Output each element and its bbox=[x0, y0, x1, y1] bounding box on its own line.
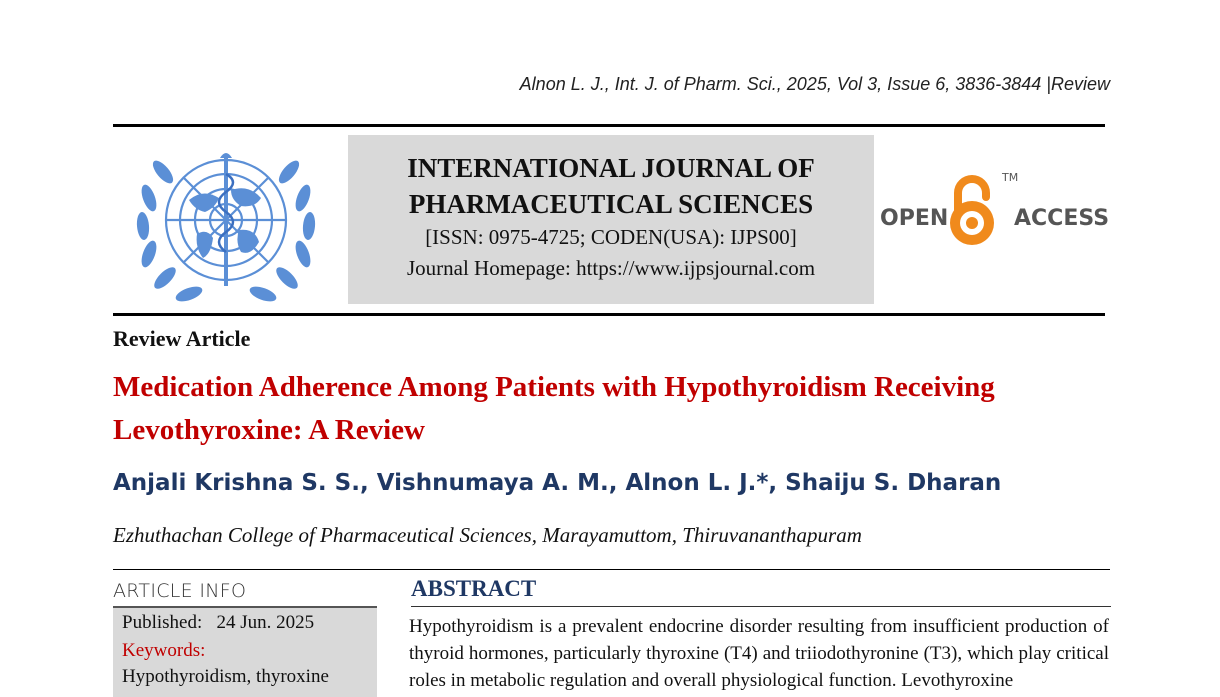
keywords-value: Hypothyroidism, thyroxine bbox=[122, 666, 329, 687]
journal-homepage: Journal Homepage: https://www.ijpsjournal.com bbox=[406, 256, 816, 280]
abstract-rule bbox=[411, 606, 1111, 607]
abstract-text: Hypothyroidism is a prevalent endocrine disorder resulting from insufficient production of thyroid hormones, particularly thyroxine (T4) and triiodothyronine (T3), which play critical roles in metabolic regulation and overall physiological function. Levothyroxine bbox=[409, 616, 1109, 691]
open-lock-icon bbox=[950, 179, 994, 245]
published-label: Published: bbox=[122, 612, 203, 633]
open-access-word-access: ACCESS bbox=[1014, 206, 1110, 231]
section-divider bbox=[113, 569, 1110, 570]
citation-header: Alnon L. J., Int. J. of Pharm. Sci., 2025, Vol 3, Issue 6, 3836-3844 |Review bbox=[519, 74, 1110, 94]
masthead-bottom-rule bbox=[113, 313, 1105, 316]
keywords-label: Keywords: bbox=[122, 640, 206, 661]
journal-masthead bbox=[348, 135, 874, 304]
article-info-box bbox=[113, 606, 377, 697]
journal-emblem-logo bbox=[127, 138, 325, 306]
journal-issn: [ISSN: 0975-4725; CODEN(USA): IJPS00] bbox=[425, 225, 797, 249]
published-date: 24 Jun. 2025 bbox=[216, 612, 315, 633]
article-type-label: Review Article bbox=[113, 326, 251, 351]
trademark-mark: TM bbox=[1002, 171, 1019, 184]
article-affiliation: Ezhuthachan College of Pharmaceutical Sciences, Marayamuttom, Thiruvananthapuram bbox=[113, 523, 862, 547]
article-title: Medication Adherence Among Patients with Hypothyroidism Receiving Levothyroxine: A Review bbox=[113, 371, 995, 446]
abstract-heading: ABSTRACT bbox=[411, 576, 537, 601]
journal-title-line1: INTERNATIONAL JOURNAL OF bbox=[407, 153, 815, 183]
open-access-logo bbox=[878, 165, 1110, 255]
article-authors: Anjali Krishna S. S., Vishnumaya A. M., Alnon L. J.*, Shaiju S. Dharan bbox=[113, 470, 1002, 496]
article-info-heading: ARTICLE INFO bbox=[113, 580, 247, 602]
open-access-word-open: OPEN bbox=[880, 206, 949, 231]
published-row bbox=[122, 612, 314, 634]
top-rule bbox=[113, 124, 1105, 127]
journal-title-line2: PHARMACEUTICAL SCIENCES bbox=[408, 189, 814, 219]
